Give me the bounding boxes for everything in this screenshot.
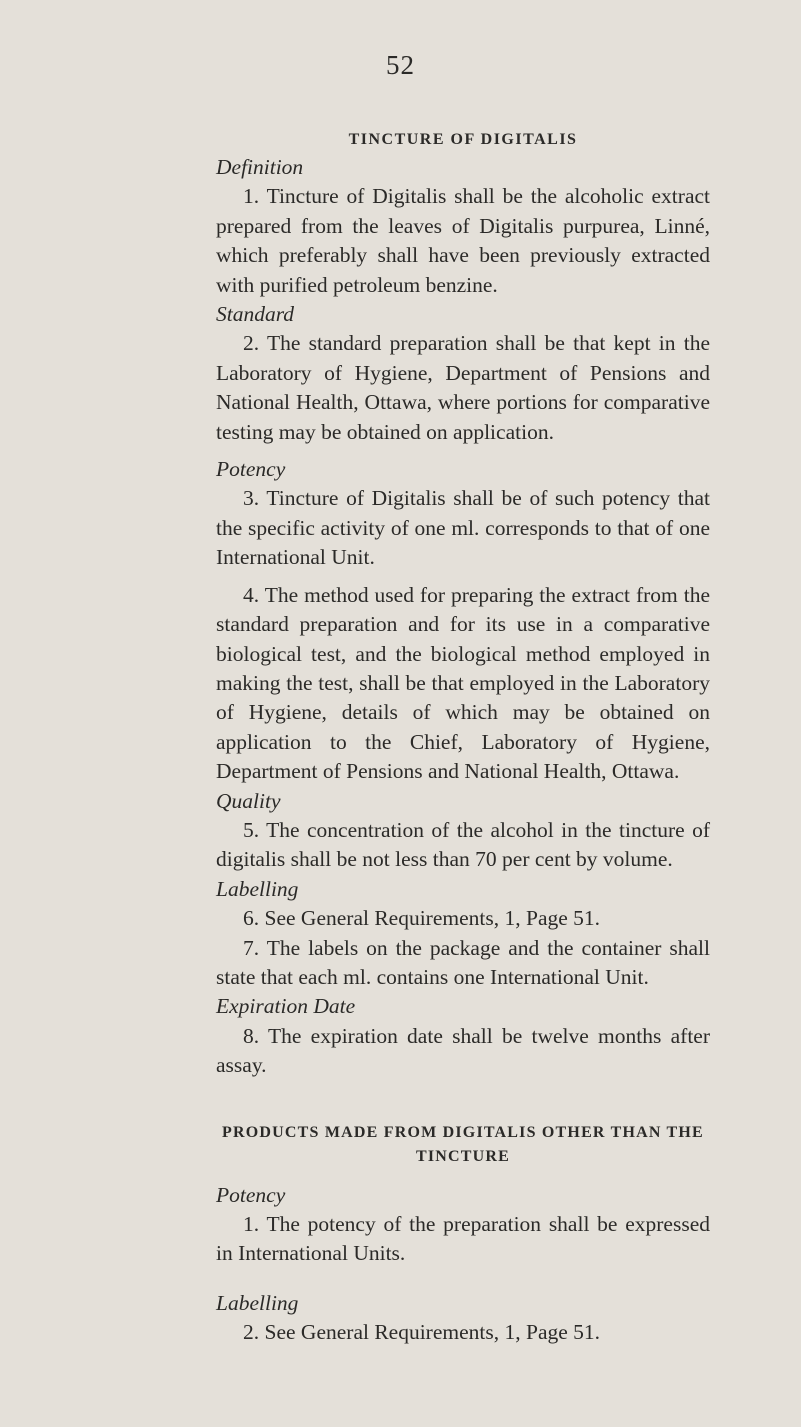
paragraph-4: 4. The method used for preparing the extract from the standard preparation and for its use in a comparative biological test, and the biological method employed in making the test, shall be that employed in the Laboratory of Hygiene, details of which may be obtained on application to the Chief, Laboratory of Hygiene, Department of Pensions and National Health, Ottawa. [216,582,710,784]
paragraph-3: 3. Tincture of Digitalis shall be of such potency that the specific activity of one ml. corresponds to that of one International Unit. [216,486,710,570]
heading-definition: Definition [216,155,304,179]
paragraph-2: 2. The standard preparation shall be that kept in the Laboratory of Hygiene, Department of Pensions and National Health, Ottawa, where portions for comparative testing may be obtained on application. [216,331,710,444]
paragraph-1: 1. Tincture of Digitalis shall be the alcoholic extract prepared from the leaves of Digitalis purpurea, Linné, which preferably shall have been previously extracted with purified petroleum benzine. [216,184,710,297]
paragraph-5: 5. The concentration of the alcohol in the tincture of digitalis shall be not less than 70 per cent by volume. [216,817,710,872]
heading-potency: Potency [216,457,286,482]
paragraph-7: 7. The labels on the package and the container shall state that each ml. contains one International Unit. [216,935,710,989]
heading-expiration-date: Expiration Date [216,994,356,1019]
paragraph-6: 6. See General Requirements, 1, Page 51. [243,906,601,931]
heading-products-labelling: Labelling [216,1290,299,1315]
heading-quality: Quality [216,788,281,813]
heading-standard: Standard [216,302,295,327]
heading-labelling: Labelling [216,876,299,901]
page-number: 52 [386,50,415,80]
document-title: TINCTURE OF DIGITALIS [348,131,578,148]
products-paragraph-1: 1. The potency of the preparation shall be expressed in International Units. [216,1212,710,1266]
heading-products-potency: Potency [216,1182,286,1207]
products-title: PRODUCTS MADE FROM DIGITALIS OTHER THAN THE TINCTURE [222,1123,704,1165]
paragraph-8: 8. The expiration date shall be twelve months after assay. [216,1023,710,1078]
page-content [216,128,710,1348]
products-paragraph-2: 2. See General Requirements, 1, Page 51. [243,1320,601,1345]
